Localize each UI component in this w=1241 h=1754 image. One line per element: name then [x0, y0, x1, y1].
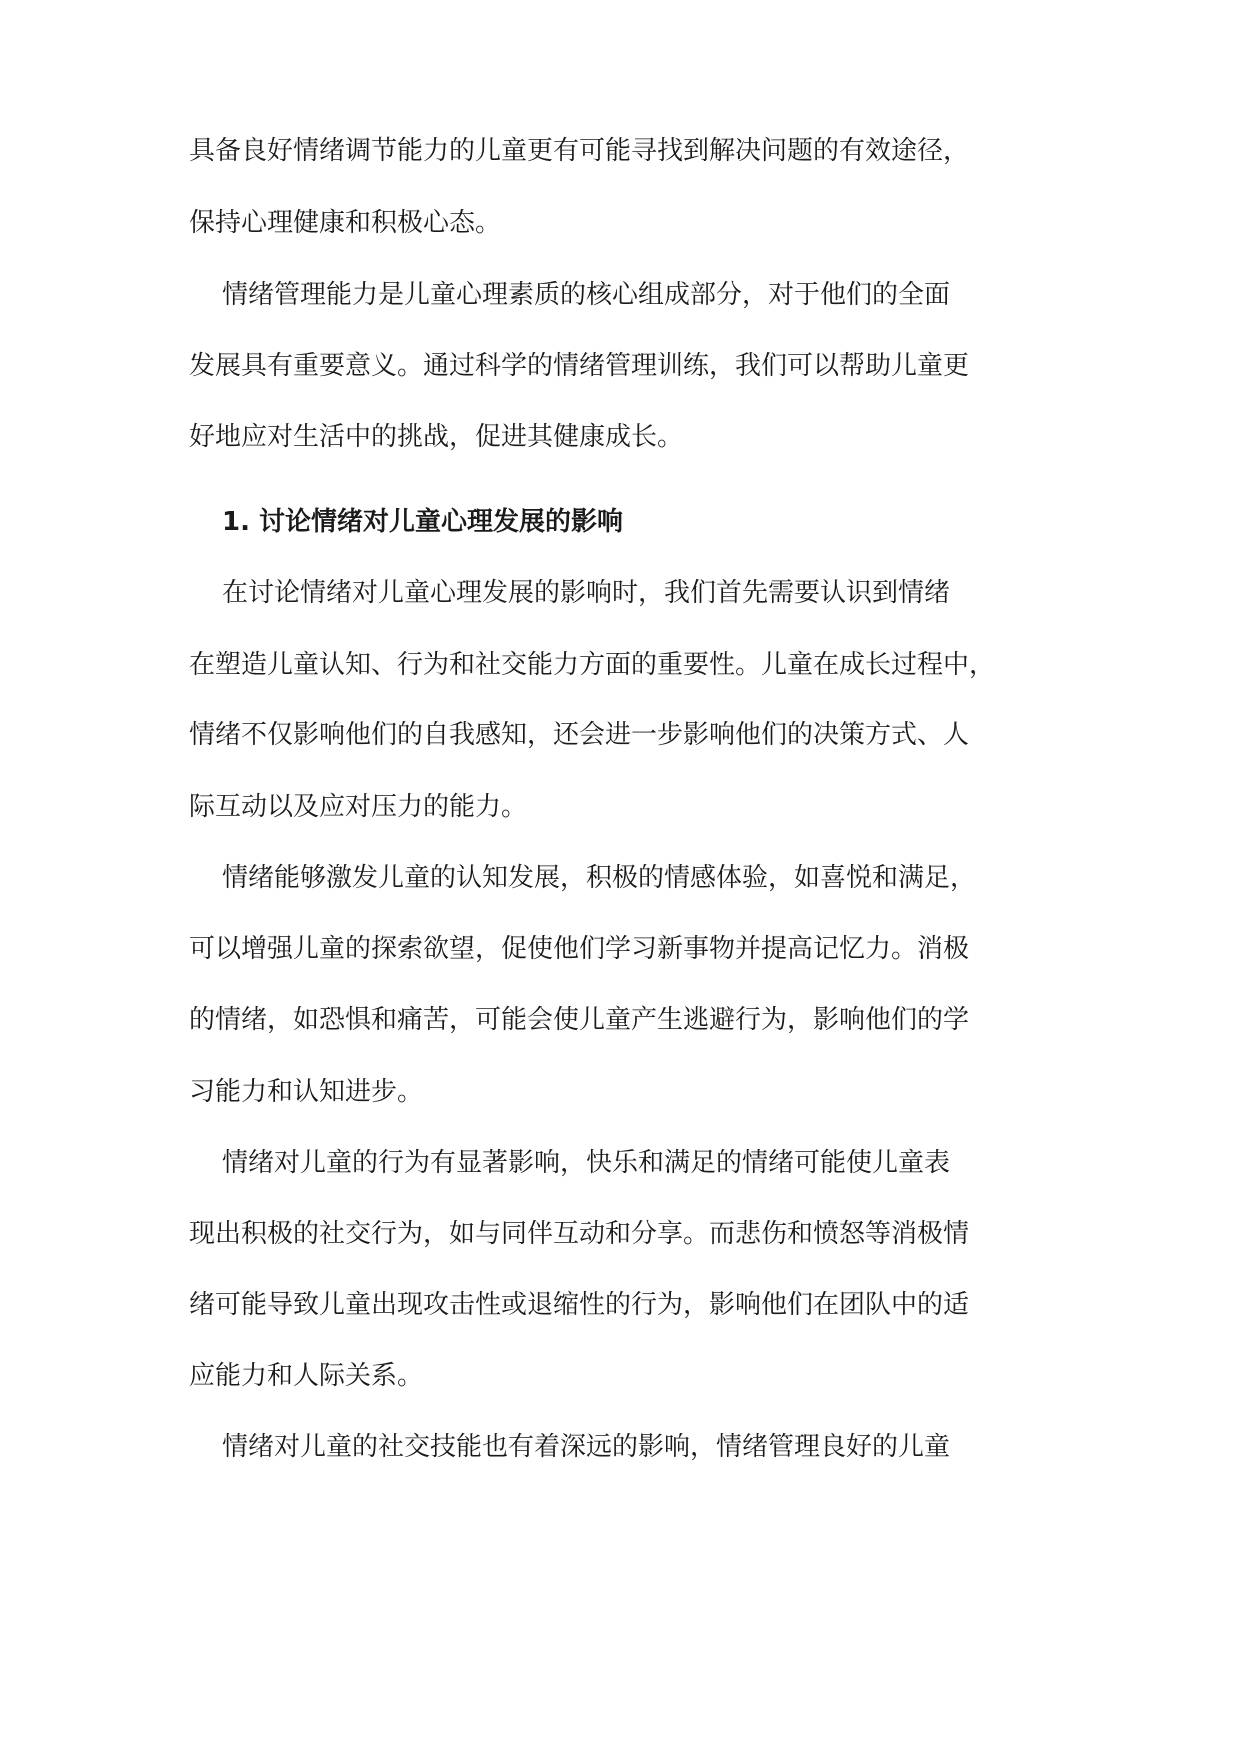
paragraph-5-line-3: 绪可能导致儿童出现攻击性或退缩性的行为，影响他们在团队中的适: [189, 1290, 970, 1320]
paragraph-4-line-4: 习能力和认知进步。: [189, 1077, 424, 1107]
paragraph-4-line-3: 的情绪，如恐惧和痛苦，可能会使儿童产生逃避行为，影响他们的学: [189, 1005, 970, 1035]
paragraph-2-line-1: 情绪管理能力是儿童心理素质的核心组成部分，对于他们的全面: [222, 280, 951, 310]
paragraph-1-line-1: 具备良好情绪调节能力的儿童更有可能寻找到解决问题的有效途径，: [189, 136, 970, 166]
paragraph-1-line-2: 保持心理健康和积极心态。: [189, 208, 502, 238]
paragraph-2-line-3: 好地应对生活中的挑战，促进其健康成长。: [189, 422, 684, 452]
paragraph-3-line-1: 在讨论情绪对儿童心理发展的影响时，我们首先需要认识到情绪: [222, 578, 951, 608]
paragraph-3-line-4: 际互动以及应对压力的能力。: [189, 792, 528, 822]
section-heading: 1. 讨论情绪对儿童心理发展的影响: [222, 507, 624, 537]
paragraph-4-line-1: 情绪能够激发儿童的认知发展，积极的情感体验，如喜悦和满足，: [222, 863, 977, 893]
paragraph-6-line-1: 情绪对儿童的社交技能也有着深远的影响，情绪管理良好的儿童: [222, 1432, 951, 1462]
paragraph-2-line-2: 发展具有重要意义。通过科学的情绪管理训练，我们可以帮助儿童更: [189, 351, 970, 381]
paragraph-5-line-4: 应能力和人际关系。: [189, 1361, 424, 1391]
paragraph-3-line-2: 在塑造儿童认知、行为和社交能力方面的重要性。儿童在成长过程中，: [189, 650, 996, 680]
paragraph-5-line-1: 情绪对儿童的行为有显著影响，快乐和满足的情绪可能使儿童表: [222, 1148, 951, 1178]
paragraph-5-line-2: 现出积极的社交行为，如与同伴互动和分享。而悲伤和愤怒等消极情: [189, 1219, 970, 1249]
paragraph-4-line-2: 可以增强儿童的探索欲望，促使他们学习新事物并提高记忆力。消极: [189, 934, 970, 964]
paragraph-3-line-3: 情绪不仅影响他们的自我感知，还会进一步影响他们的决策方式、人: [189, 720, 970, 750]
